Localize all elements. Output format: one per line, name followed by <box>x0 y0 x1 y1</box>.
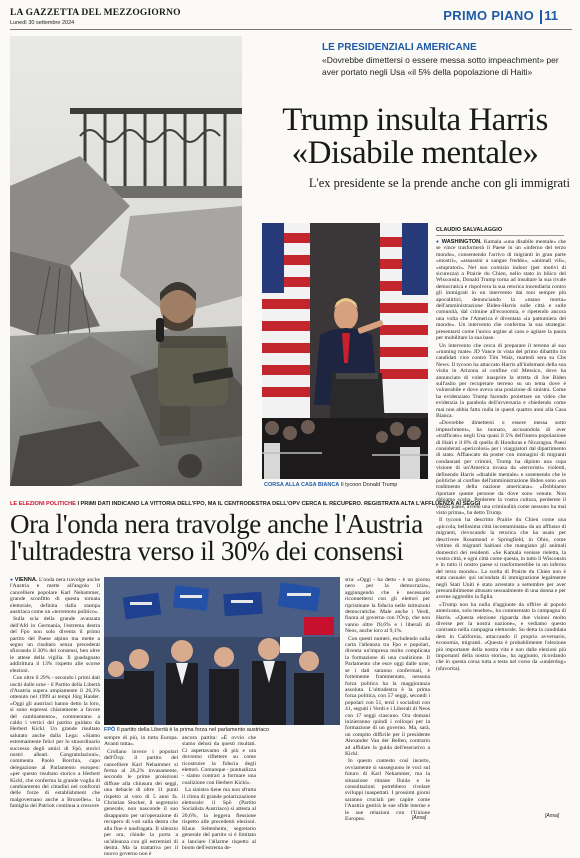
lower-story-column-1 <box>10 577 100 817</box>
masthead <box>10 8 572 34</box>
caption-tag: FPÖ <box>104 727 116 733</box>
top-story-signature: [Ansa] <box>545 813 560 819</box>
caption-tag: CORSA ALLA CASA BIANCA <box>264 482 340 488</box>
newspaper-name[interactable]: LA GAZZETTA DEL MEZZOGIORNO <box>10 8 181 18</box>
trump-photo-caption <box>264 482 430 488</box>
lower-story-headline[interactable] <box>10 511 430 565</box>
article-paragraph: ancora partita: «È ovvio che siamo delusi da questi risultati. Ci aspettavamo di più e ora dovremo riflettere su come ricostruire la fiducia degli elettori. Comunque - puntualizza - siamo contrari a formare una coalizione con Herbert Kickl». <box>182 735 256 786</box>
kicker-tag: LE ELEZIONI POLITICHE <box>10 501 76 507</box>
article-paragraph: Il tycoon ha descritto Prairie du Chien come una «piccola, bellissima città incontaminata» da un afflusso di migranti, rievocando la retorica che ha usato per descrivere Rosamond e Springfield, in Ohio, come vittime di migranti haitiani che mangiano gli animali domestici dei residenti. «Se Kamala venisse rieletta, la vostra città, e ogni città come questa, in tutto il Wisconsin e in tutto il nostro paese si trasformerebbe in un inferno del terzo mondo». La scelta di Prairie du Chien non è stata casuale: qui un'ondata di immigrazione legalmente negli Stati Uniti è stato arrestato a settembre per aver presumibilmente abusato sessualmente di una donna e per averne aggredito la figlia. <box>436 517 566 601</box>
page-number: 11 <box>544 8 558 23</box>
article-paragraph: Con questi numeri, escludendo sulla carta l'alleanza tra Fpo e popolari, diventa un'impresa molto complicata la formazione di una coalizione. Il Parlamento che esce oggi dalle urne, se i dati saranno confermati, è fortemente frammentato, nessuna forza politica ha la maggioranza assoluta. L'ultradestra è la prima forza politica, con 57 seggi, secondi i popolari con 51, terzi i socialisti con 41, seguiti i Verdi e i Liberali di Neos con 17 seggi ciascuno. Ora domani inizieranno quindi i colloqui per la formazione di un governo. Ma, sarà, un compito difficile per il presidente Alexander Van der Bellen, contrario ad affidare la guida dell'esecutivo a Kickl. <box>345 635 430 757</box>
lower-story-column-3 <box>182 735 256 851</box>
top-headline-line1: Trump insulta Harris <box>282 102 548 138</box>
top-story-body <box>436 239 566 811</box>
article-paragraph: «Dovrebbe dimettersi o essere messa sotto impeachment», ha tuonato, accusandola di aver «trafficato» negli Usa quasi il 5% dell'intera popolazione di Haiti e il 8% di quella di Honduras e Nicaragua. Paesi considerati «pericolosi» per i viaggiatori dal dipartimento di stato. Affiancato da poster con immagini di migranti condannati per crimini, Trump ha dipinto una cupa visione di un'America invasa da «terroristi» violenti, definendo Harris «disabile mentale» e sostenendo che le politiche al confine dell'amministrazione Biden sono «un tradimento della nazione americana». «Dobbiamo riportare queste persone da dove sono venute. Non abbiamo scelta. Perderete la vostra cultura, perderete il vostro paese, avrete una criminalità come nessuno ha mai visto prima», ha detto Trump. <box>436 420 566 517</box>
top-story-byline: CLAUDIO SALVALAGGIO <box>436 227 503 233</box>
top-story-headline[interactable] <box>260 104 570 170</box>
article-paragraph: La sinistra tiene ma non sfrutta il clima di grande polarizzazione elettorale: il Spö (Partito Socialista Austriaco) si attesta al 20,6%, la leggera flessione rispetto alle precedenti elezioni. Klaus Seltenheim, segretario generale del partito si è limitato a lanciare l'allarme rispetto al boom dell'estrema de- <box>182 787 256 851</box>
lower-story-kicker[interactable] <box>10 501 481 507</box>
article-paragraph: ● WASHINGTON. Kamala «una disabile mentale» che se vince trasformerà il Paese in un «inferno del terzo mondo», consentendo l'arrivo di migranti in gran parte «mostri», «assassini a sangue freddo», «animali vili», «stupratori». Nel suo comizio indoor (per motivi di sicurezza) a Prairie du Chien, nello stato in bilico del Wisconsin, Donald Trump torna ad insultare la sua rivale democratica e rispolvera la sua retorica incendiaria contro gli immigrati in un intervento dai toni sempre più apocalittici, denunciando la «mano morta» dell'amministrazione Biden-Harris sulle città e sulle comunità, dal crimine all'economia, e ripetendo ancora una volta che l'America è diventata «la pattumiera del mondo». Un intervento che conferma la sua strategia: presentarsi come l'unico argine al caos e agitare la paura per mobilitare la sua base. <box>436 239 566 342</box>
top-story-deck: «Dovrebbe dimettersi o essere messa sotto impeachment» per aver portato negli Usa «il 5% della popolazione di Haiti» <box>322 55 559 77</box>
top-story-kicker[interactable]: LE PRESIDENZIALI AMERICANE <box>322 42 477 53</box>
article-paragraph: Crollano invece i popolari dell'Övp: il partito del cancelliere Karl Nehammer si ferma al 26,2% invasamente, secondo le prime proiezioni diffuse alla chiusura dei seggi, una debacle di oltre 11 punti rispetto al voto di 5 anni fa. Christian Stocker, il segretario generale, non nasconde il suo disappunto per un'operazione di recupero di voti sulla destra che alla fine è naufragata. Il silenzio per ora, chiude la porta a un'alleanza con gli estremisti di destra. Ma la trattativa per il nuovo governo non è <box>104 748 178 858</box>
article-paragraph: In questo contesto così incerto, ovviamente si susseguono le voci sul futuro di Karl Nehammer, ma la situazione rimane fluida e le consultazioni potrebbero rivelare sviluppi inaspettati. I prossimi giorni saranno cruciali per capire come l'Austria gestirà le sue sfide interne e le sue relazioni con l'Unione Europea. <box>345 758 430 823</box>
section-title[interactable]: PRIMO PIANO <box>443 8 534 23</box>
photo-fpo-supporters[interactable] <box>104 577 340 725</box>
photo-trump-rally-image <box>262 223 428 479</box>
dateline: ● WASHINGTON. <box>436 239 482 245</box>
article-paragraph: sempre di più, in tutta Europa. Avanti tutta». <box>104 735 178 748</box>
photo-trump-rally[interactable] <box>262 223 428 479</box>
article-paragraph: Con oltre il 29% - secondo i primi dati usciti dalle urne - il Partito della Libertà d'Austria supera ampiamente il 26,3% ottenuto nel 1999 ai tempi Jörg Haider. «Oggi gli austriaci hanno detto la loro, si sono espressi chiaramente a favore del cambiamento», commentano a caldo i vertici del partito guidato da Herbert Kickl. Un grande risultato salutato anche dalla Lega: «Siamo estremamente felici per lo straordinario successo degli amici di Fpö, storici nostri alleati. Congratulazioni», commenta Paolo Borchia, capo delegazione al Parlamento europeo: «per questo risultato storico a Herbert Kickl, che conferma la grande voglia di cambiamento dei cittadini nel confronti delle forze di establishment che malgovernano anche a Bruxelles». la famiglia dei Patrioti continua a crescere <box>10 675 100 810</box>
article-paragraph: stra: «Oggi - ha detto - è un giorno nero per la democrazia», aggiungendo che è necessario riconnettersi con gli elettori per ripristinare la fiducia nelle istituzioni democratiche. Male anche i Verdi, finora al governo con l'Övp, che non vanno oltre l'8,6% e i liberali di Neos, anche loro al 9,1%. <box>345 577 430 635</box>
lower-story-column-2 <box>104 735 178 858</box>
lower-story-signature: [Ansa] <box>412 815 427 821</box>
fpo-photo-caption <box>104 727 340 733</box>
byline-rule <box>436 235 564 236</box>
lower-headline-line2: l'ultradestra verso il 30% dei consensi <box>10 536 404 566</box>
issue-date: Lunedì 30 settembre 2024 <box>10 20 75 26</box>
masthead-rule <box>10 29 572 30</box>
kicker-text: I PRIMI DATI INDICANO LA VITTORIA DELL'FPO, MA IL CENTRODESTRA DELL'OPV CERCA IL RECUPERO. REGISTRATA ALTA L'AFFLUENZA AI SEGGI <box>77 501 481 507</box>
section-divider <box>540 10 542 24</box>
photo-soldier-ruins-image <box>10 36 242 486</box>
dateline: ● VIENNA. <box>10 577 37 583</box>
lower-headline-line1: Ora l'onda nera travolge anche l'Austria <box>10 509 423 539</box>
article-paragraph: «Trump non ha nulla d'aggiunte da offrire al popolo americano, solo tenebre», ha commentato la campagna di Harris. «Questa elezione riguarda due visioni molto diverse per la nostra nazione», e vediamo questo contrasto nella campagna elettorale. Su detta la candidata dem in California, attaccando il proprio avversario, economia, migranti. «Questa è probabilmente l'elezione più importante della nostra vita e non dalle elezioni più importanti della nostra storia», ha aggiunto, ricordando che in questa corsa tutta a testa nel corso da «underdog» (sfavorita). <box>436 601 566 672</box>
photo-fpo-supporters-image <box>104 577 340 725</box>
top-story-subheadline: L'ex presidente se la prende anche con gli immigrati <box>308 176 570 190</box>
caption-text: Il partito della Libertà è la prima forza nel parlamento austriaco <box>116 727 270 733</box>
caption-text: Il tycoon Donald Trump <box>340 482 398 488</box>
top-headline-line2: «Disabile mentale» <box>291 135 539 171</box>
article-paragraph: Sulla scia della grande avanzata dell'Afd in Germania, l'estrema destra del Fpo non solo diventa il primo partito del Paese alpino ma mette a segno un risultato senza precedenti sfiorando il 30% dei consensi, ben oltre le attese della vigilia. Il guadagnato addirittura il 13% rispetto alle scorse elezioni. <box>10 616 100 674</box>
photo-soldier-ruins[interactable] <box>10 36 242 486</box>
article-paragraph: Un intervento che cerca di preparare il terreno al suo «running mate» JD Vance in vista del primo dibattito tra candidati vice contro Tim Walz, martedì sera su Cbs News. Il tycoon ha attaccato Harris all'indomani della sua visita in Arizona al confine col Messico, dove ha annunciato di voler inasprire la stretta di Joe Biden sull'asilo per recuperare terreno su un tema dove è vulnerabile e dove aveva una posizione di sinistra. Come ha evidenziato Trump facendo proiettare un video che evidenzia la parabola dell'avversaria e chiedendo come mai non abbia fatto nulla in questi quattro anni alla Casa Bianca. <box>436 342 566 419</box>
article-paragraph: ● VIENNA. L'onda nera travolge anche l'Austria e mette all'angolo il cancelliere popolare Karl Nehammer, grande sconfitto di questa tornata elettorale, definita dalla stampa austriaca come un «terremoto politico». <box>10 577 100 615</box>
